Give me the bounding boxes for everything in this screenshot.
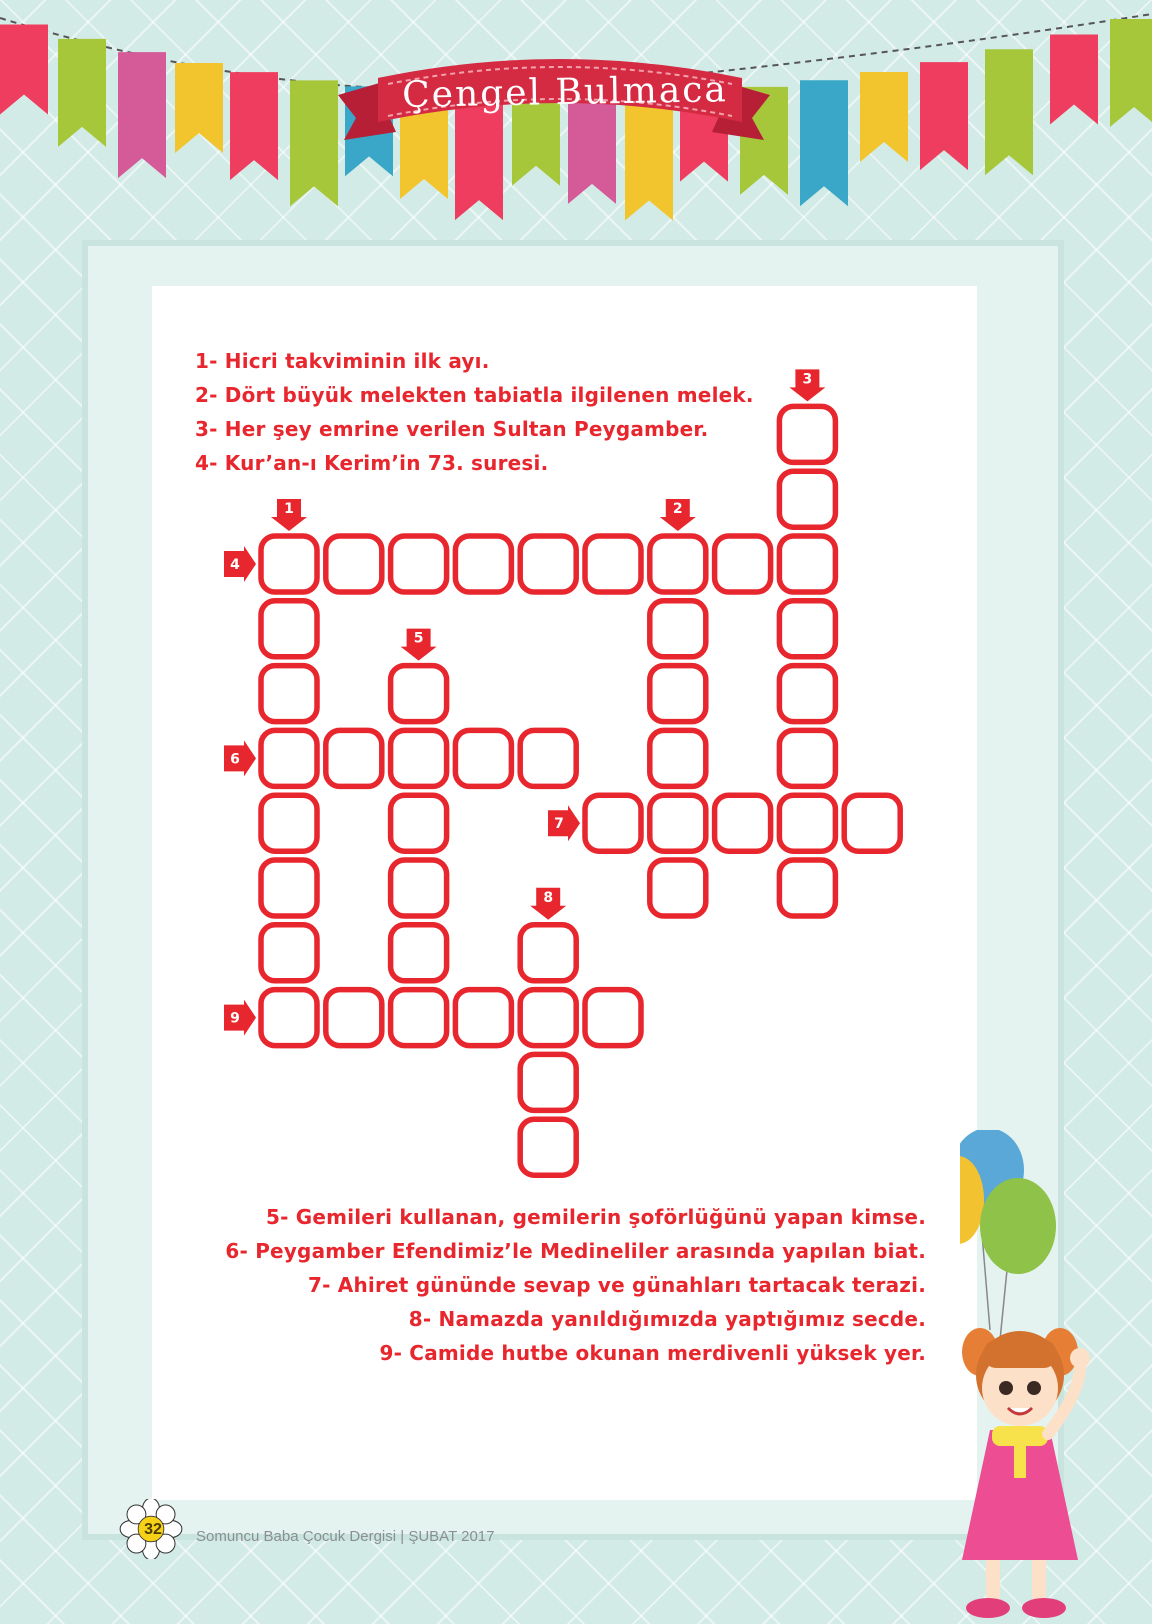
grid-cell[interactable] [779,471,835,527]
magazine-footer: Somuncu Baba Çocuk Dergisi | ŞUBAT 2017 [196,1528,495,1545]
grid-cell[interactable] [261,925,317,981]
grid-cell[interactable] [779,536,835,592]
grid-cell[interactable] [650,730,706,786]
grid-cell[interactable] [779,406,835,462]
page-number: 32 [144,1521,162,1538]
clue-marker-4 [224,546,256,582]
grid-cell[interactable] [520,1119,576,1175]
clue-1: 1- Hicri takviminin ilk ayı. [195,349,490,373]
clue-number: 8 [543,889,554,906]
grid-cell[interactable] [779,601,835,657]
clue-4: 4- Kur’an-ı Kerim’in 73. suresi. [195,451,549,475]
clue-8: 8- Namazda yanıldığımızda yaptığımız secde. [408,1307,926,1331]
clue-marker-3 [789,369,825,401]
clue-number: 3 [802,371,813,388]
clue-marker-8 [530,888,566,920]
grid-cell[interactable] [650,601,706,657]
grid-cell[interactable] [261,601,317,657]
clue-9: 9- Camide hutbe okunan merdivenli yüksek yer. [379,1341,926,1365]
clue-number: 5 [413,630,424,647]
page-title: Çengel Bulmaca [401,69,729,116]
clue-marker-2 [660,499,696,531]
grid-cell[interactable] [326,536,382,592]
grid-cell[interactable] [261,666,317,722]
grid-cell[interactable] [650,795,706,851]
grid-cell[interactable] [391,795,447,851]
grid-cell[interactable] [391,666,447,722]
grid-cell[interactable] [391,730,447,786]
grid-cell[interactable] [585,990,641,1046]
clue-3: 3- Her şey emrine verilen Sultan Peygamber. [195,417,709,441]
grid-cell[interactable] [520,925,576,981]
clue-number: 9 [230,1010,240,1027]
green-balloon-icon [980,1178,1056,1274]
grid-cell[interactable] [715,536,771,592]
grid-cell[interactable] [261,860,317,916]
grid-cell[interactable] [261,730,317,786]
grid-cell[interactable] [779,795,835,851]
grid-cell[interactable] [326,730,382,786]
clue-marker-1 [271,499,307,531]
clue-marker-9 [224,1000,256,1036]
grid-cell[interactable] [520,730,576,786]
girl-with-balloons-illustration [960,1130,1152,1624]
grid-cell[interactable] [455,536,511,592]
grid-cell[interactable] [779,666,835,722]
grid-cell[interactable] [391,536,447,592]
grid-cell[interactable] [585,795,641,851]
grid-cell[interactable] [261,795,317,851]
clue-number: 1 [284,501,294,517]
grid-cell[interactable] [520,1054,576,1110]
clue-number: 6 [230,751,240,768]
clue-6: 6- Peygamber Efendimiz’le Medineliler arasında yapılan biat. [225,1239,926,1263]
grid-cell[interactable] [391,990,447,1046]
grid-cell[interactable] [520,990,576,1046]
clue-number: 2 [672,501,683,517]
grid-cell[interactable] [650,666,706,722]
grid-cell[interactable] [585,536,641,592]
clue-marker-6 [224,740,256,776]
grid-cell[interactable] [455,990,511,1046]
grid-cell[interactable] [261,990,317,1046]
clue-5: 5- Gemileri kullanan, gemilerin şoförlüğünü yapan kimse. [266,1205,926,1229]
clue-7: 7- Ahiret gününde sevap ve günahları tartacak terazi. [308,1273,926,1297]
grid-cell[interactable] [391,860,447,916]
clue-number: 7 [554,816,564,833]
clue-marker-7 [548,805,580,841]
grid-cell[interactable] [455,730,511,786]
grid-cell[interactable] [779,860,835,916]
grid-cell[interactable] [650,536,706,592]
clue-marker-5 [401,629,437,661]
grid-cell[interactable] [391,925,447,981]
grid-cell[interactable] [650,860,706,916]
grid-cell[interactable] [261,536,317,592]
grid-cell[interactable] [844,795,900,851]
clue-2: 2- Dört büyük melekten tabiatla ilgilenen melek. [195,383,754,407]
grid-cell[interactable] [520,536,576,592]
grid-cell[interactable] [715,795,771,851]
clue-number: 4 [230,557,240,573]
grid-cell[interactable] [779,730,835,786]
grid-cell[interactable] [326,990,382,1046]
